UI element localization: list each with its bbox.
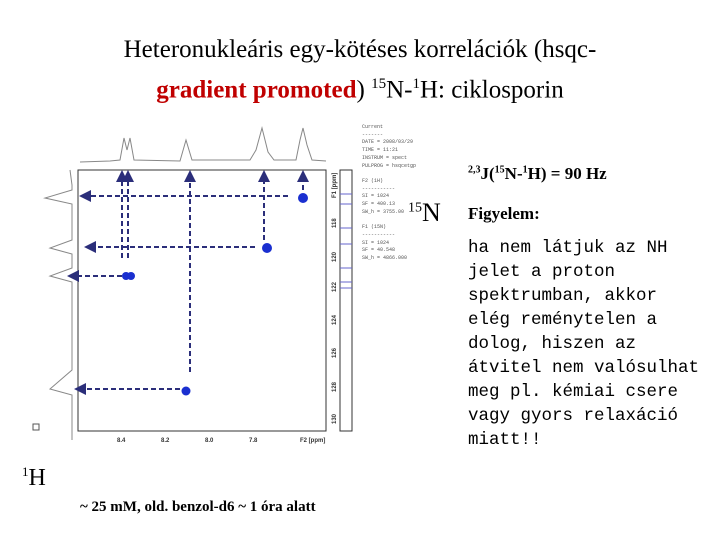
x-axis-label: F2 [ppm] (300, 438, 326, 444)
y-tick: 126 (332, 347, 338, 358)
x-tick: 7.8 (249, 438, 258, 444)
y-tick: 124 (332, 314, 338, 325)
f1-scale-bar (340, 170, 352, 431)
left-projection (45, 170, 72, 440)
y-tick: 128 (332, 381, 338, 392)
slide-title-line2: gradient promoted) $^{15}$N-$^1$H: ciklosporin (156, 76, 564, 104)
x-axis-labels (117, 438, 325, 444)
x-tick: 8.2 (161, 438, 170, 444)
scale-markers (340, 194, 352, 288)
x-tick: 8.4 (117, 438, 126, 444)
slide-title-line1: Heteronukleáris egy-kötéses korrelációk (hsqc- (123, 36, 597, 63)
plot-frame (78, 170, 326, 431)
acquisition-parameters: Current ------- DATE = 2008/03/29 TIME = 11:21 INSTRUM = spect PULPROG = hsqcetgp F2 (1H) ----------- SI = 1024 SF = 400.13 SW_h = 3755.00 F1 (15N) ----------- SI = 1024 SF = 40.548 SW_h = 4866.000 (362, 124, 417, 261)
x-tick: 8.0 (205, 438, 214, 444)
y-tick: 122 (332, 281, 338, 292)
y-tick: 118 (332, 218, 338, 228)
n15-axis-label: $^{15}$N (408, 198, 441, 227)
y-axis-labels (332, 173, 338, 424)
coupling-constant: $^{2,3}$J($^{15}$N-$^1$H) = 90 Hz (468, 164, 607, 183)
note-text: ha nem látjuk az NH jelet a proton spektrumban, akkor elég reménytelen a dolog, hiszen az átvitel nem valósulhat meg pl. kémiai csere vagy gyors relaxáció miatt!! (468, 238, 700, 450)
footer-conditions: ~ 25 mM, old. benzol-d6 ~ 1 óra alatt (80, 499, 316, 515)
h1-axis-label: $^1$H (22, 464, 46, 491)
y-tick: 120 (332, 251, 338, 262)
top-projection (80, 128, 326, 162)
y-tick: 130 (332, 413, 338, 424)
note-title: Figyelem: (468, 204, 540, 223)
checkbox-marker (33, 424, 39, 430)
correlation-arrows (73, 176, 303, 389)
y-axis-label: F1 [ppm] (332, 172, 338, 198)
cross-peaks (122, 193, 308, 396)
